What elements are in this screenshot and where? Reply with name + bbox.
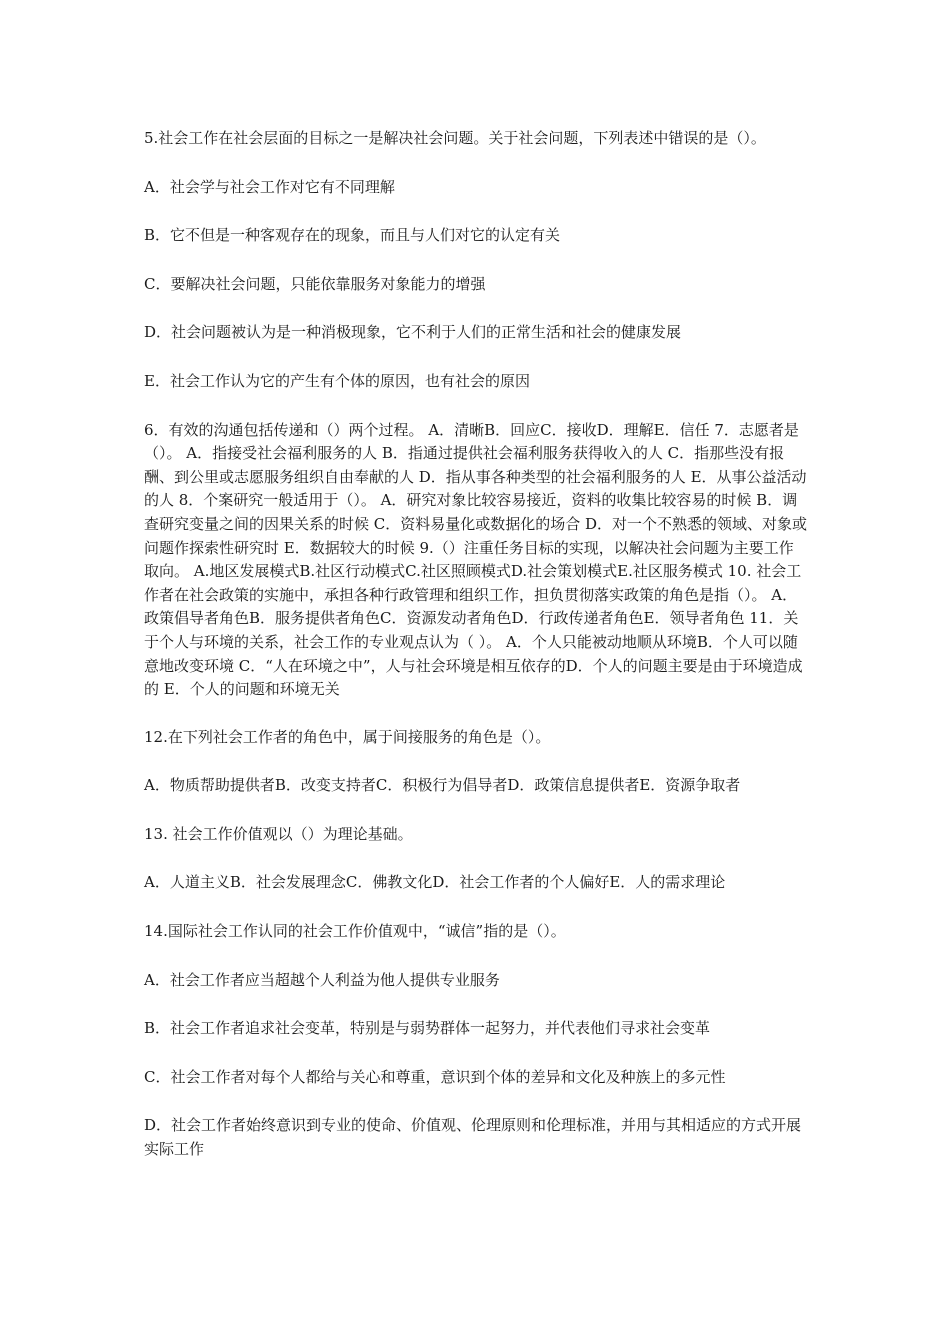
question-5-option-d: D．社会问题被认为是一种消极现象，它不利于人们的正常生活和社会的健康发展 xyxy=(144,323,682,342)
question-5-option-a: A．社会学与社会工作对它有不同理解 xyxy=(144,177,395,196)
questions-6-to-11-block: 6．有效的沟通包括传递和（）两个过程。 A．清晰B．回应C．接收D．理解E．信任 7．志愿者是（）。 A．指接受社会福利服务的人 B．指通过提供社会福利服务获得收入的人 C．指那些没有报酬、到公里或志愿服务组织自由奉献的人 D．指从事各种类型的社会福利服务的人 E．从事公益活动的人 8．个案研究一般适用于（）。 A．研究对象比较容易接近，资料的收集比较容易的时候 B．调查研究变量之间的因果关系的时候 C．资料易量化或数据化的场合 D．对一个不熟悉的领域、对象或问题作探索性研究时 E．数据较大的时候 9.（）注重任务目标的实现，以解决社会问题为主要工作取向。 A.地区发展模式B.社区行动模式C.社区照顾模式D.社会策划模式E.社区服务模式 10. 社会工作者在社会政策的实施中，承担各种行政管理和组织工作，担负贯彻落实政策的角色是指（）。 A．政策倡导者角色B．服务提供者角色C．资源发动者角色D．行政传递者角色E．领导者角色 11．关于个人与环境的关系，社会工作的专业观点认为（ ）。 A．个人只能被动地顺从环境B．个人可以随意地改变环境 C．“人在环境之中”，人与社会环境是相互依存的D．个人的问题主要是由于环境造成的 E．个人的问题和环境无关 xyxy=(144,420,808,699)
question-5-option-b: B．它不但是一种客观存在的现象，而且与人们对它的认定有关 xyxy=(144,226,561,245)
question-5-stem: 5.社会工作在社会层面的目标之一是解决社会问题。关于社会问题，下列表述中错误的是（）。 xyxy=(144,129,766,147)
question-5-option-c: C．要解决社会问题，只能依靠服务对象能力的增强 xyxy=(144,274,486,293)
question-13-options: A．人道主义B．社会发展理念C．佛教文化D．社会工作者的个人偏好E．人的需求理论 xyxy=(144,873,726,892)
question-14-option-c: C．社会工作者对每个人都给与关心和尊重，意识到个体的差异和文化及种族上的多元性 xyxy=(144,1067,726,1086)
question-14-option-a: A．社会工作者应当超越个人利益为他人提供专业服务 xyxy=(144,970,500,989)
document-page xyxy=(144,127,808,1162)
question-14-stem: 14.国际社会工作认同的社会工作价值观中，“诚信”指的是（）。 xyxy=(144,922,566,941)
question-12-stem: 12.在下列社会工作者的角色中，属于间接服务的角色是（）。 xyxy=(144,727,551,746)
question-14-option-b: B．社会工作者追求社会变革，特别是与弱势群体一起努力，并代表他们寻求社会变革 xyxy=(144,1019,711,1038)
question-14-option-d: D．社会工作者始终意识到专业的使命、价值观、伦理原则和伦理标准，并用与其相适应的方式开展实际工作 xyxy=(144,1116,802,1159)
question-13-stem: 13. 社会工作价值观以（）为理论基础。 xyxy=(144,824,413,843)
question-12-options: A．物质帮助提供者B．改变支持者C．积极行为倡导者D．政策信息提供者E．资源争取者 xyxy=(144,776,741,795)
question-5-option-e: E．社会工作认为它的产生有个体的原因，也有社会的原因 xyxy=(144,371,530,390)
